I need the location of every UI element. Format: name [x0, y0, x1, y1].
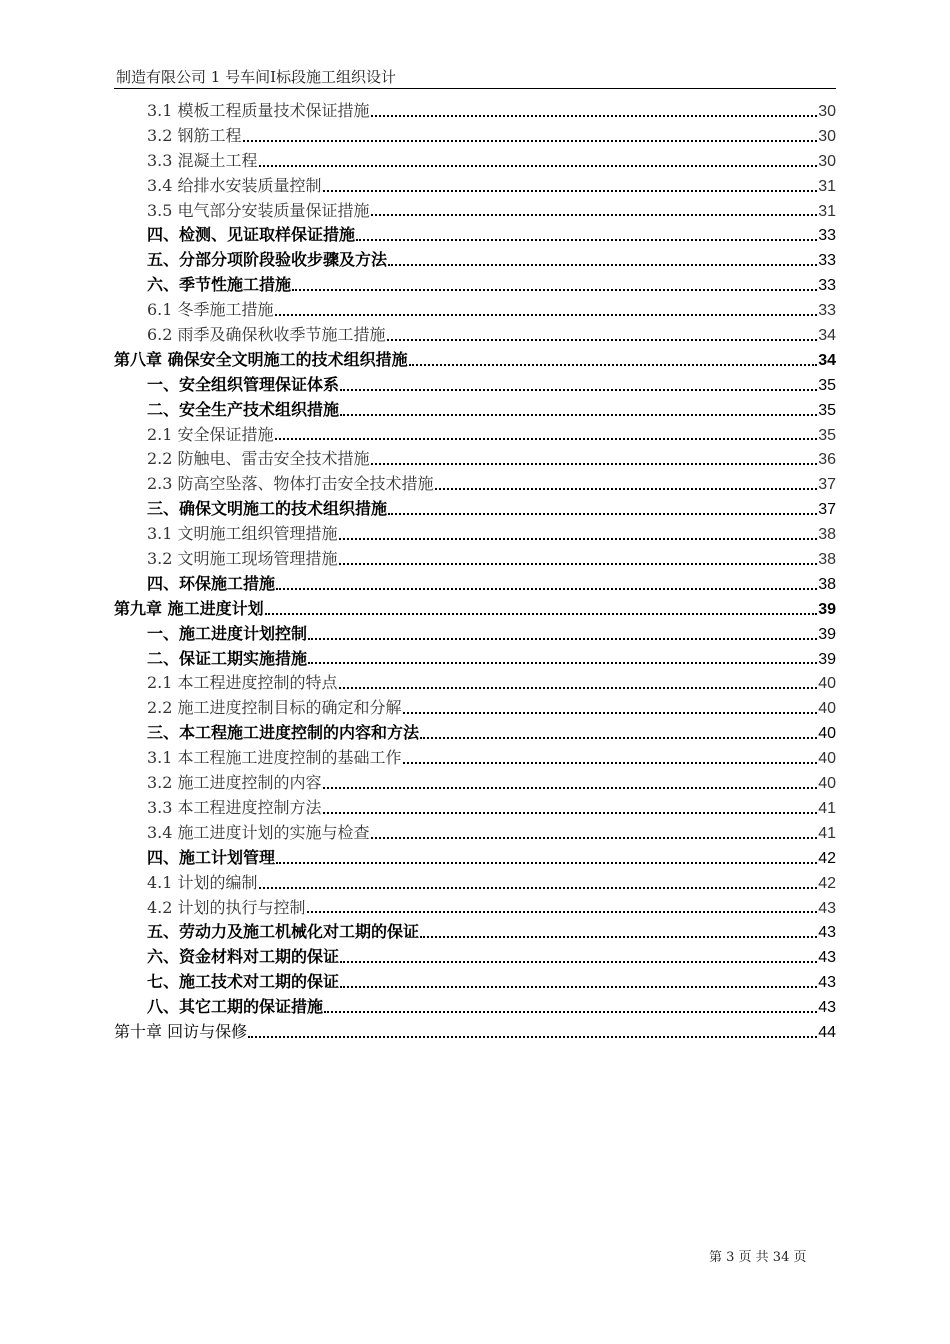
toc-entry[interactable] [114, 298, 836, 323]
toc-entry-page: 33 [818, 302, 836, 320]
toc-dot-leader [371, 463, 818, 465]
toc-entry-page: 30 [818, 152, 836, 170]
header-divider [114, 88, 836, 89]
toc-entry[interactable] [114, 273, 836, 298]
toc-entry-title: 六、资金材料对工期的保证 [147, 947, 340, 967]
toc-dot-leader [265, 613, 818, 615]
toc-entry-page: 34 [818, 327, 836, 345]
toc-entry[interactable] [114, 423, 836, 448]
toc-entry-title: 4.2 计划的执行与控制 [147, 897, 306, 917]
toc-entry[interactable] [114, 771, 836, 796]
toc-entry-page: 33 [818, 252, 836, 270]
toc-entry-title: 6.1 冬季施工措施 [147, 300, 274, 320]
toc-entry[interactable] [114, 547, 836, 572]
toc-entry-title: 2.3 防高空坠落、物体打击安全技术措施 [147, 474, 434, 494]
toc-entry-title: 2.1 安全保证措施 [147, 424, 274, 444]
toc-entry-page: 43 [818, 949, 836, 967]
toc-entry-page: 41 [818, 799, 836, 817]
toc-entry-title: 二、保证工期实施措施 [147, 648, 308, 668]
toc-dot-leader [420, 936, 817, 938]
toc-entry[interactable] [114, 1020, 836, 1045]
toc-entry-page: 37 [818, 501, 836, 519]
toc-entry[interactable] [114, 647, 836, 672]
toc-entry-page: 35 [818, 376, 836, 394]
toc-entry[interactable] [114, 99, 836, 124]
toc-entry-title: 三、本工程施工进度控制的内容和方法 [147, 723, 420, 743]
toc-entry-title: 六、季节性施工措施 [147, 275, 292, 295]
toc-entry-page: 35 [818, 401, 836, 419]
toc-entry[interactable] [114, 472, 836, 497]
toc-dot-leader [308, 662, 817, 664]
toc-dot-leader [420, 737, 817, 739]
toc-dot-leader [340, 986, 817, 988]
toc-dot-leader [276, 862, 817, 864]
toc-entry-title: 二、安全生产技术组织措施 [147, 399, 340, 419]
toc-entry-title: 4.1 计划的编制 [147, 872, 258, 892]
toc-dot-leader [307, 911, 818, 913]
toc-entry-title: 第八章 确保安全文明施工的技术组织措施 [114, 349, 408, 369]
toc-dot-leader [371, 115, 818, 117]
toc-entry-title: 3.1 模板工程质量技术保证措施 [147, 101, 370, 120]
toc-entry-page: 36 [818, 451, 836, 469]
toc-dot-leader [323, 190, 818, 192]
toc-entry-page: 43 [818, 974, 836, 992]
toc-entry-title: 七、施工技术对工期的保证 [147, 972, 340, 992]
toc-entry-title: 三、确保文明施工的技术组织措施 [147, 499, 388, 519]
toc-entry-page: 31 [818, 177, 836, 195]
toc-entry-page: 42 [818, 849, 836, 867]
toc-dot-leader [340, 961, 817, 963]
toc-dot-leader [409, 364, 818, 366]
toc-entry[interactable] [114, 223, 836, 248]
toc-entry-page: 40 [818, 700, 836, 718]
toc-entry-page: 40 [818, 725, 836, 743]
toc-entry[interactable] [114, 124, 836, 149]
toc-dot-leader [403, 712, 818, 714]
toc-entry[interactable] [114, 373, 836, 398]
toc-dot-leader [339, 563, 818, 565]
toc-entry-page: 38 [818, 526, 836, 544]
toc-entry-title: 3.1 文明施工组织管理措施 [147, 524, 338, 544]
toc-entry-page: 39 [818, 600, 836, 618]
toc-dot-leader [403, 762, 818, 764]
toc-dot-leader [387, 339, 818, 341]
toc-entry-page: 34 [818, 351, 836, 369]
toc-entry-page: 35 [818, 426, 836, 444]
toc-entry[interactable] [114, 970, 836, 995]
toc-entry[interactable] [114, 671, 836, 696]
toc-entry-title: 3.1 本工程施工进度控制的基础工作 [147, 748, 402, 768]
toc-dot-leader [292, 289, 817, 291]
toc-dot-leader [339, 538, 818, 540]
toc-dot-leader [275, 314, 818, 316]
toc-entry[interactable] [114, 572, 836, 597]
toc-entry-title: 3.2 文明施工现场管理措施 [147, 549, 338, 569]
toc-entry-page: 38 [818, 575, 836, 593]
toc-entry[interactable] [114, 896, 836, 921]
toc-entry-title: 四、检测、见证取样保证措施 [147, 225, 356, 245]
toc-entry-page: 33 [818, 277, 836, 295]
toc-dot-leader [323, 787, 818, 789]
toc-entry[interactable] [114, 199, 836, 224]
toc-entry-page: 31 [818, 202, 836, 220]
toc-entry[interactable] [114, 746, 836, 771]
toc-dot-leader [259, 165, 818, 167]
toc-entry-page: 43 [818, 899, 836, 917]
toc-entry[interactable] [114, 323, 836, 348]
toc-dot-leader [371, 837, 818, 839]
toc-dot-leader [435, 488, 818, 490]
toc-entry-title: 3.2 钢筋工程 [147, 125, 242, 145]
toc-entry-title: 第十章 回访与保修 [114, 1021, 248, 1041]
toc-entry-title: 2.2 防触电、雷击安全技术措施 [147, 449, 370, 469]
toc-entry-title: 四、环保施工措施 [147, 573, 276, 593]
toc-entry-page: 37 [818, 476, 836, 494]
toc-dot-leader [324, 1011, 817, 1013]
toc-entry-title: 3.4 施工进度计划的实施与检查 [147, 822, 370, 842]
toc-entry-title: 3.2 施工进度控制的内容 [147, 773, 322, 793]
toc-entry-page: 39 [818, 625, 836, 643]
toc-entry[interactable] [114, 995, 836, 1020]
toc-entry[interactable] [114, 871, 836, 896]
toc-entry[interactable] [114, 174, 836, 199]
toc-entry-page: 40 [818, 775, 836, 793]
toc-entry-page: 42 [818, 874, 836, 892]
toc-entry-page: 40 [818, 675, 836, 693]
toc-entry[interactable] [114, 796, 836, 821]
toc-entry-page: 40 [818, 750, 836, 768]
toc-dot-leader [371, 214, 818, 216]
toc-dot-leader [356, 239, 817, 241]
toc-entry-title: 五、劳动力及施工机械化对工期的保证 [147, 922, 420, 942]
toc-entry[interactable] [114, 447, 836, 472]
toc-dot-leader [308, 638, 817, 640]
toc-dot-leader [248, 1036, 817, 1038]
toc-entry-page: 41 [818, 824, 836, 842]
toc-entry-title: 第九章 施工进度计划 [114, 598, 264, 618]
toc-dot-leader [388, 513, 817, 515]
toc-entry-page: 30 [818, 127, 836, 145]
toc-entry-page: 43 [818, 999, 836, 1017]
toc-entry-title: 3.4 给排水安装质量控制 [147, 175, 322, 195]
toc-dot-leader [243, 140, 818, 142]
toc-entry[interactable] [114, 522, 836, 547]
running-header: 制造有限公司 1 号车间Ⅰ标段施工组织设计 [116, 68, 397, 86]
table-of-contents [114, 99, 836, 1045]
toc-entry[interactable] [114, 920, 836, 945]
toc-entry-title: 6.2 雨季及确保秋收季节施工措施 [147, 325, 386, 345]
toc-dot-leader [340, 414, 817, 416]
toc-entry-page: 38 [818, 551, 836, 569]
toc-entry[interactable] [114, 149, 836, 174]
toc-entry-title: 四、施工计划管理 [147, 847, 276, 867]
toc-dot-leader [339, 687, 818, 689]
toc-entry-title: 2.1 本工程进度控制的特点 [147, 673, 338, 693]
toc-entry-title: 2.2 施工进度控制目标的确定和分解 [147, 698, 402, 718]
toc-entry-page: 39 [818, 650, 836, 668]
toc-dot-leader [323, 812, 818, 814]
toc-entry[interactable] [114, 398, 836, 423]
page-number-footer: 第 3 页 共 34 页 [709, 1250, 807, 1265]
toc-entry[interactable] [114, 622, 836, 647]
toc-entry-title: 一、安全组织管理保证体系 [147, 374, 340, 394]
toc-entry[interactable] [114, 721, 836, 746]
toc-entry-page: 33 [818, 227, 836, 245]
toc-entry-title: 五、分部分项阶段验收步骤及方法 [147, 250, 388, 270]
toc-entry-title: 一、施工进度计划控制 [147, 623, 308, 643]
toc-entry-page: 43 [818, 924, 836, 942]
toc-entry-title: 3.3 本工程进度控制方法 [147, 797, 322, 817]
toc-entry-title: 3.5 电气部分安装质量保证措施 [147, 200, 370, 220]
toc-entry[interactable] [114, 497, 836, 522]
toc-dot-leader [276, 588, 817, 590]
toc-entry-page: 30 [818, 103, 836, 120]
toc-entry-page: 44 [818, 1023, 836, 1041]
toc-dot-leader [340, 389, 817, 391]
toc-dot-leader [388, 264, 817, 266]
toc-entry[interactable] [114, 696, 836, 721]
toc-entry[interactable] [114, 846, 836, 871]
toc-entry-title: 3.3 混凝土工程 [147, 150, 258, 170]
toc-entry[interactable] [114, 348, 836, 373]
toc-dot-leader [275, 438, 818, 440]
toc-entry[interactable] [114, 597, 836, 622]
toc-entry[interactable] [114, 945, 836, 970]
toc-entry[interactable] [114, 248, 836, 273]
toc-dot-leader [259, 887, 818, 889]
toc-entry[interactable] [114, 821, 836, 846]
toc-entry-title: 八、其它工期的保证措施 [147, 997, 324, 1017]
